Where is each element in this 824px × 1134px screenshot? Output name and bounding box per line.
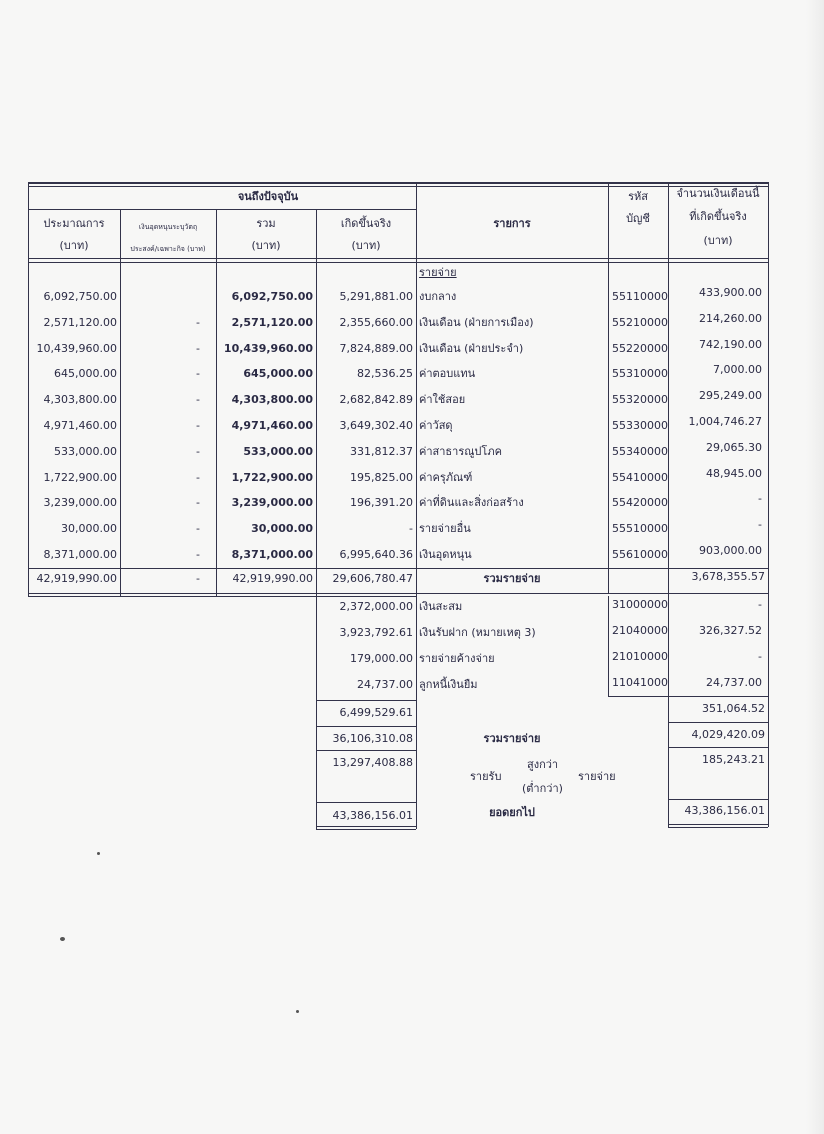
header-total-unit: (บาท) <box>251 239 281 252</box>
row-item: ค่าตอบแทน <box>419 367 476 380</box>
rule <box>120 209 121 596</box>
row-actual: 5,291,881.00 <box>339 290 413 303</box>
row-item: เงินอุดหนุน <box>419 548 472 561</box>
rule <box>216 209 217 596</box>
row-code: 55210000 <box>612 316 668 329</box>
row-item: ค่าใช้สอย <box>419 393 466 406</box>
rule <box>668 747 768 748</box>
diff-higher: สูงกว่า <box>527 758 559 771</box>
row-item: ค่าครุภัณฑ์ <box>419 471 473 484</box>
rule <box>768 182 769 827</box>
other-row-actual: 179,000.00 <box>350 652 413 665</box>
row-budget: 6,092,750.00 <box>43 290 117 303</box>
rule <box>28 186 769 187</box>
other-row-actual: 24,737.00 <box>357 678 413 691</box>
other-row-actual: 2,372,000.00 <box>339 600 413 613</box>
row-actual: 7,824,889.00 <box>339 342 413 355</box>
row-subsidy: - <box>196 522 200 535</box>
row-total: 3,239,000.00 <box>231 496 313 509</box>
row-code: 55340000 <box>612 445 668 458</box>
row-code: 55410000 <box>612 471 668 484</box>
total-subsidy: - <box>196 572 200 585</box>
rule <box>668 182 669 827</box>
rule <box>28 596 416 597</box>
other-row-month: - <box>758 598 762 611</box>
row-subsidy: - <box>196 393 200 406</box>
row-month: 433,900.00 <box>699 286 762 299</box>
rule <box>316 750 416 751</box>
rule <box>28 258 769 259</box>
rule <box>608 696 668 697</box>
row-budget: 4,303,800.00 <box>43 393 117 406</box>
rule <box>608 182 609 594</box>
rule <box>28 568 769 569</box>
row-code: 55320000 <box>612 393 668 406</box>
row-total: 533,000.00 <box>243 445 313 458</box>
other-row-item: รายจ่ายค้างจ่าย <box>419 652 495 665</box>
row-code: 55310000 <box>612 367 668 380</box>
row-subsidy: - <box>196 342 200 355</box>
header-item: รายการ <box>493 217 531 230</box>
row-actual: 195,825.00 <box>350 471 413 484</box>
row-month: - <box>758 518 762 531</box>
row-budget: 1,722,900.00 <box>43 471 117 484</box>
diff-lower: (ต่ำกว่า) <box>522 782 563 795</box>
row-month: - <box>758 492 762 505</box>
row-budget: 533,000.00 <box>54 445 117 458</box>
dust-speck <box>60 937 65 941</box>
row-total: 645,000.00 <box>243 367 313 380</box>
rule <box>608 596 609 696</box>
total-actual: 29,606,780.47 <box>332 572 413 585</box>
row-actual: 3,649,302.40 <box>339 419 413 432</box>
row-item: เงินเดือน (ฝ่ายการเมือง) <box>419 316 534 329</box>
grand-actual: 36,106,310.08 <box>332 732 413 745</box>
rule <box>316 726 416 727</box>
row-budget: 3,239,000.00 <box>43 496 117 509</box>
row-total: 1,722,900.00 <box>231 471 313 484</box>
row-month: 295,249.00 <box>699 389 762 402</box>
other-row-month: 24,737.00 <box>706 676 762 689</box>
row-code: 55110000 <box>612 290 668 303</box>
row-subsidy: - <box>196 316 200 329</box>
row-subsidy: - <box>196 419 200 432</box>
rule <box>28 262 769 263</box>
row-month: 7,000.00 <box>713 363 762 376</box>
row-subsidy: - <box>196 471 200 484</box>
rule <box>668 722 768 723</box>
row-item: ค่าวัสดุ <box>419 419 453 432</box>
header-todate: จนถึงปัจจุบัน <box>237 190 299 203</box>
section-title: รายจ่าย <box>419 266 457 279</box>
rule <box>316 209 317 829</box>
row-subsidy: - <box>196 548 200 561</box>
row-total: 2,571,120.00 <box>231 316 313 329</box>
other-row-month: - <box>758 650 762 663</box>
total-month: 3,678,355.57 <box>691 570 765 583</box>
other-row-code: 21040000 <box>612 624 668 637</box>
rule <box>416 182 417 829</box>
carry-actual: 43,386,156.01 <box>332 809 413 822</box>
header-month: จำนวนเงินเดือนนี้ <box>676 187 760 200</box>
header-subsidy-unit: ประสงค์/เฉพาะกิจ (บาท) <box>130 245 206 253</box>
other-row-item: เงินรับฝาก (หมายเหตุ 3) <box>419 626 536 639</box>
row-budget: 10,439,960.00 <box>36 342 117 355</box>
row-budget: 8,371,000.00 <box>43 548 117 561</box>
rule <box>28 593 769 594</box>
row-budget: 30,000.00 <box>61 522 117 535</box>
row-month: 29,065.30 <box>706 441 762 454</box>
subtotal-month: 351,064.52 <box>702 702 765 715</box>
header-code: รหัส <box>628 190 648 203</box>
row-total: 4,303,800.00 <box>231 393 313 406</box>
grand-month: 4,029,420.09 <box>691 728 765 741</box>
row-actual: 82,536.25 <box>357 367 413 380</box>
row-month: 742,190.00 <box>699 338 762 351</box>
rule <box>316 829 416 830</box>
row-budget: 645,000.00 <box>54 367 117 380</box>
header-budget: ประมาณการ <box>43 217 105 230</box>
total-budget: 42,919,990.00 <box>36 572 117 585</box>
dust-speck <box>97 852 100 855</box>
row-item: งบกลาง <box>419 290 457 303</box>
row-item: เงินเดือน (ฝ่ายประจำ) <box>419 342 524 355</box>
diff-month: 185,243.21 <box>702 753 765 766</box>
rule <box>316 826 416 827</box>
rule <box>316 802 416 803</box>
row-actual: 2,682,842.89 <box>339 393 413 406</box>
header-budget-unit: (บาท) <box>59 239 89 252</box>
subtotal-actual: 6,499,529.61 <box>339 706 413 719</box>
row-total: 30,000.00 <box>251 522 313 535</box>
row-code: 55610000 <box>612 548 668 561</box>
header-actual: เกิดขึ้นจริง <box>340 217 392 230</box>
rule <box>28 209 416 210</box>
diff-income: รายรับ <box>470 770 502 783</box>
total-total: 42,919,990.00 <box>232 572 313 585</box>
other-row-item: เงินสะสม <box>419 600 463 613</box>
row-budget: 2,571,120.00 <box>43 316 117 329</box>
row-actual: 331,812.37 <box>350 445 413 458</box>
other-row-code: 21010000 <box>612 650 668 663</box>
rule <box>668 696 768 697</box>
row-subsidy: - <box>196 445 200 458</box>
header-code-2: บัญชี <box>626 212 650 225</box>
page-edge-shadow <box>806 0 824 1134</box>
header-subsidy: เงินอุดหนุนระบุวัตถุ <box>138 223 198 231</box>
row-total: 10,439,960.00 <box>223 342 313 355</box>
rule <box>668 827 768 828</box>
header-actual-unit: (บาท) <box>351 239 381 252</box>
row-month: 903,000.00 <box>699 544 762 557</box>
row-subsidy: - <box>196 496 200 509</box>
diff-actual: 13,297,408.88 <box>332 756 413 769</box>
header-month-2: ที่เกิดขึ้นจริง <box>689 210 747 223</box>
carry-month: 43,386,156.01 <box>684 804 765 817</box>
row-item: รายจ่ายอื่น <box>419 522 471 535</box>
row-actual: - <box>409 522 413 535</box>
row-item: ค่าสาธารณูปโภค <box>419 445 502 458</box>
row-actual: 6,995,640.36 <box>339 548 413 561</box>
row-code: 55330000 <box>612 419 668 432</box>
row-item: ค่าที่ดินและสิ่งก่อสร้าง <box>419 496 524 509</box>
row-total: 4,971,460.00 <box>231 419 313 432</box>
row-subsidy: - <box>196 367 200 380</box>
rule <box>668 824 768 825</box>
row-actual: 2,355,660.00 <box>339 316 413 329</box>
row-month: 214,260.00 <box>699 312 762 325</box>
total-label: รวมรายจ่าย <box>483 572 541 585</box>
dust-speck <box>296 1010 299 1013</box>
rule <box>28 182 769 184</box>
row-total: 6,092,750.00 <box>231 290 313 303</box>
row-code: 55510000 <box>612 522 668 535</box>
other-row-code: 11041000 <box>612 676 668 689</box>
other-row-actual: 3,923,792.61 <box>339 626 413 639</box>
other-row-item: ลูกหนี้เงินยืม <box>419 678 478 691</box>
row-code: 55220000 <box>612 342 668 355</box>
rule <box>668 799 768 800</box>
rule <box>28 182 29 596</box>
grand-label: รวมรายจ่าย <box>483 732 541 745</box>
diff-expense: รายจ่าย <box>578 770 616 783</box>
header-total: รวม <box>256 217 276 230</box>
rule <box>316 700 416 701</box>
row-budget: 4,971,460.00 <box>43 419 117 432</box>
other-row-code: 31000000 <box>612 598 668 611</box>
row-actual: 196,391.20 <box>350 496 413 509</box>
row-total: 8,371,000.00 <box>231 548 313 561</box>
header-month-unit: (บาท) <box>703 234 733 247</box>
row-code: 55420000 <box>612 496 668 509</box>
row-month: 1,004,746.27 <box>688 415 762 428</box>
row-month: 48,945.00 <box>706 467 762 480</box>
other-row-month: 326,327.52 <box>699 624 762 637</box>
carry-label: ยอดยกไป <box>489 806 535 819</box>
